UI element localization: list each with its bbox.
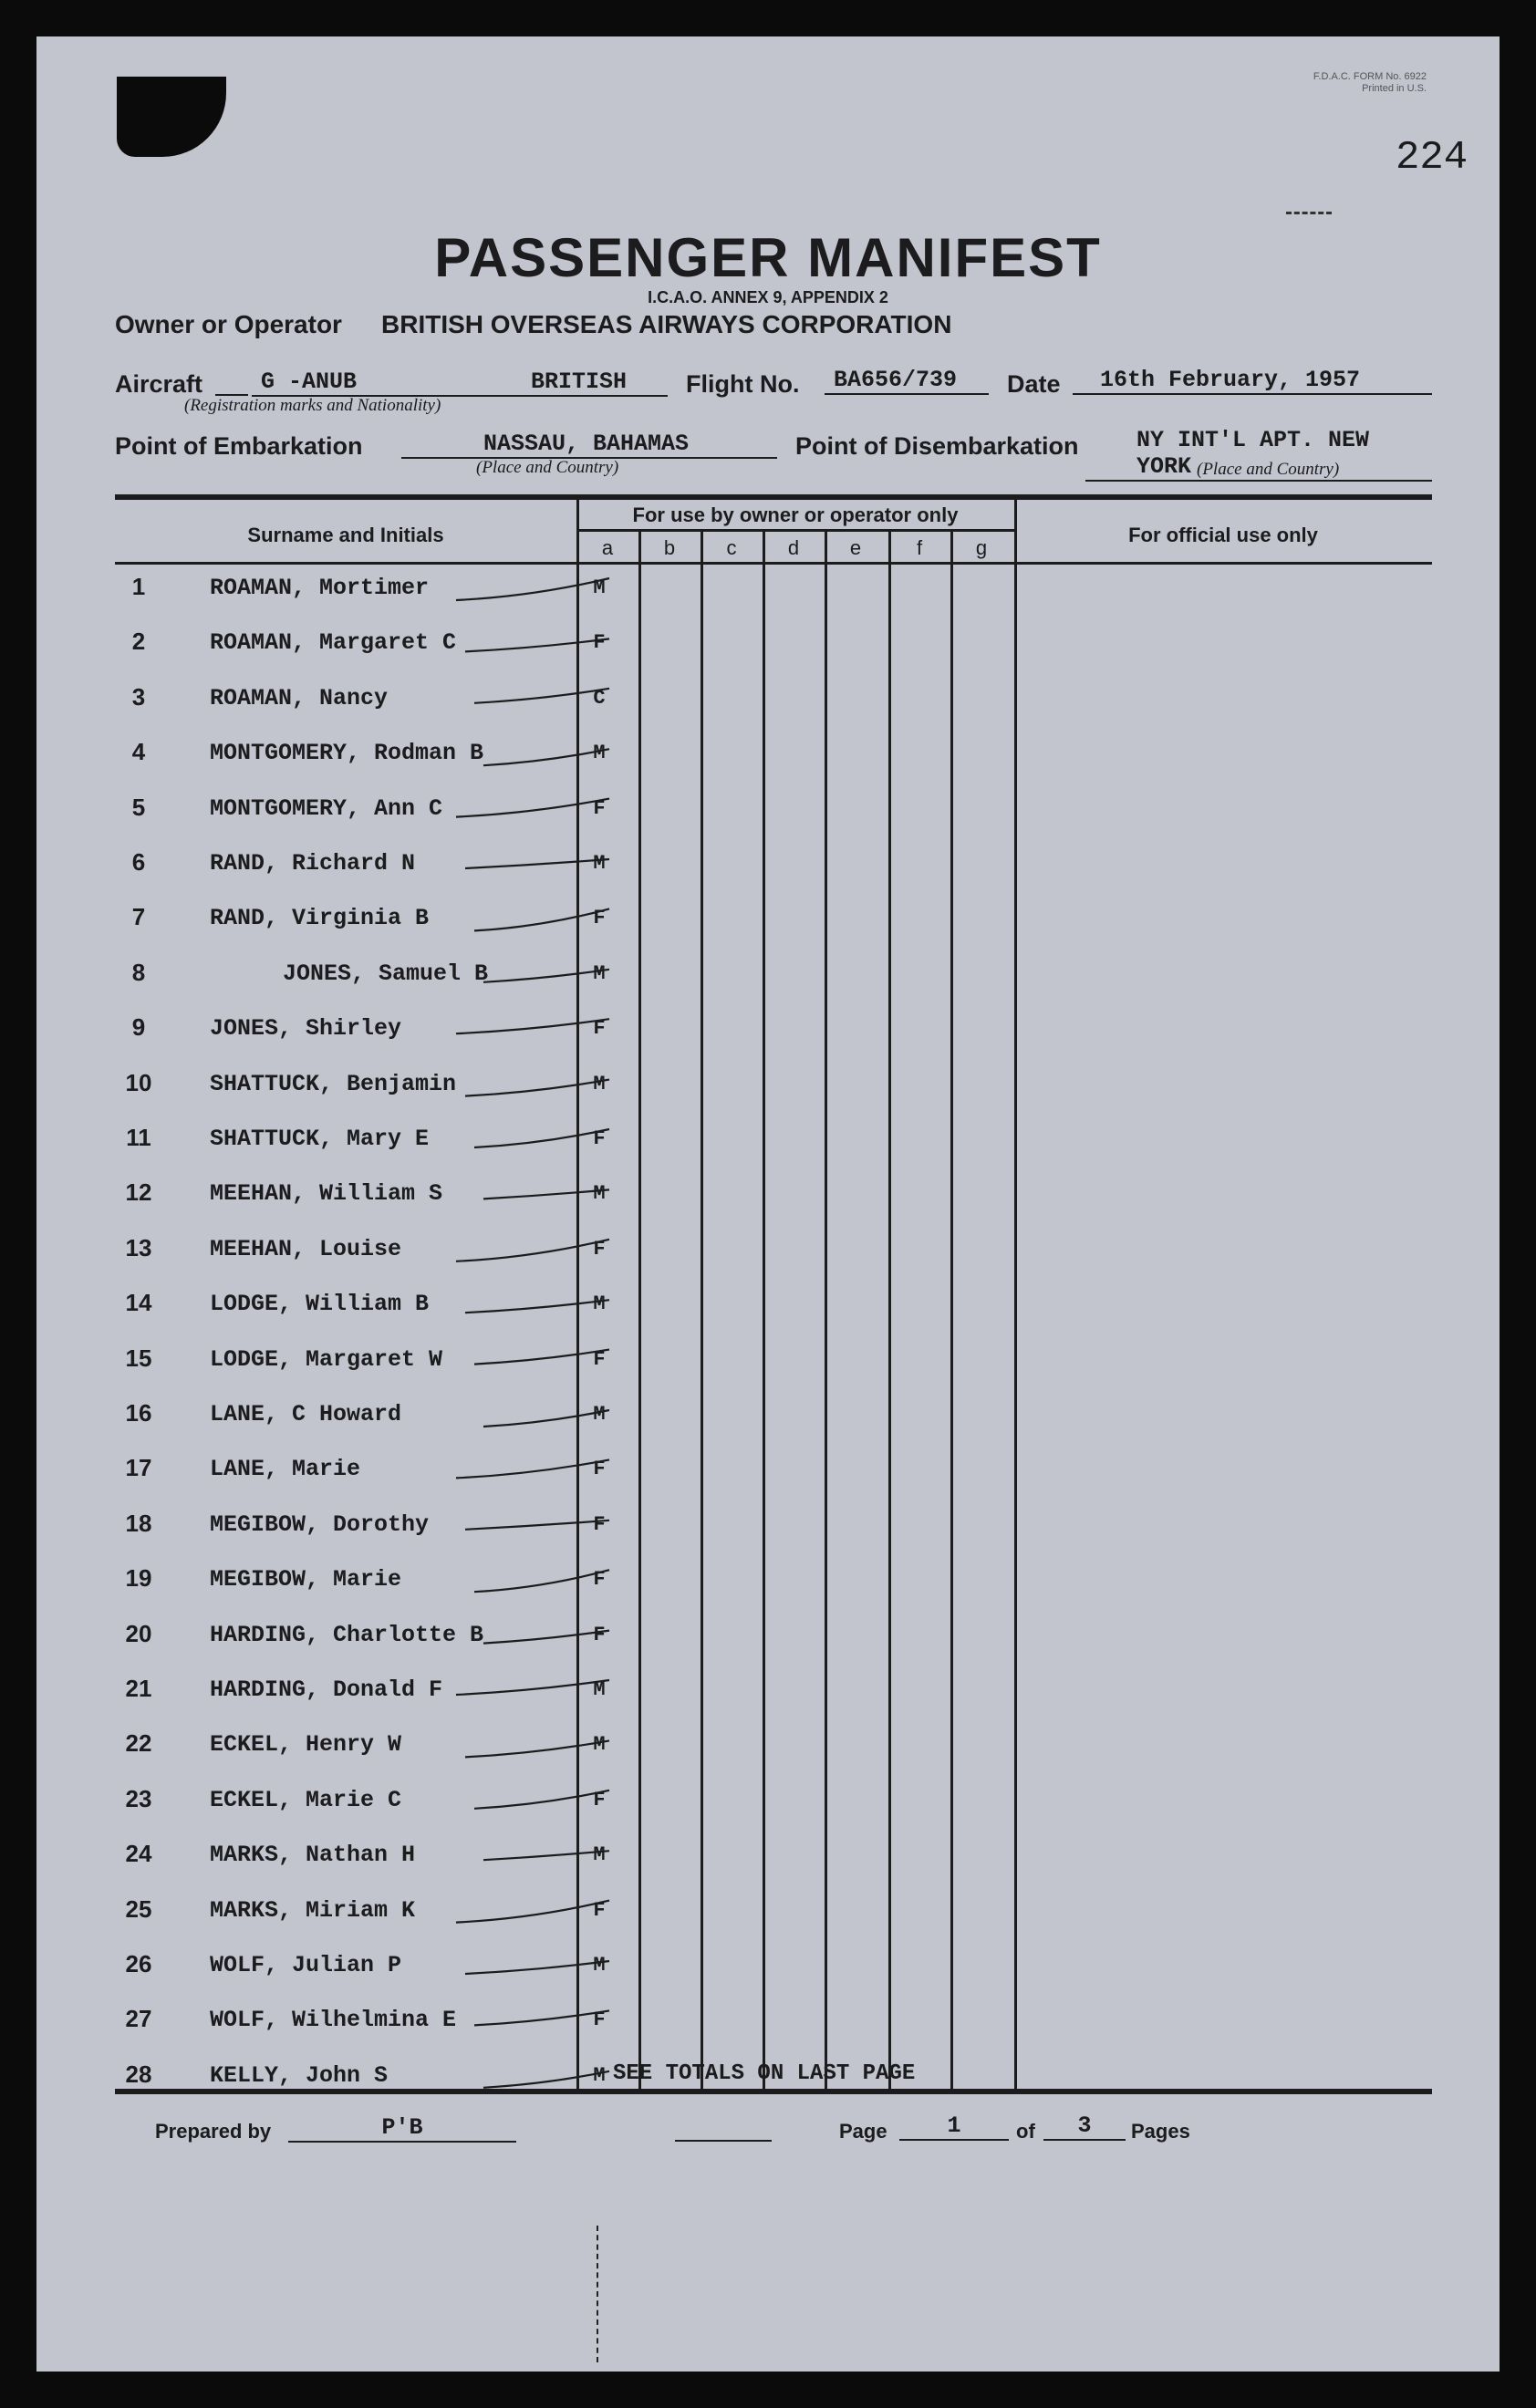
passenger-sex-code: F: [593, 1788, 606, 1811]
page-title: PASSENGER MANIFEST: [434, 227, 1102, 288]
passenger-name: ECKEL, Henry W: [210, 1731, 402, 1759]
passenger-row: [115, 1069, 680, 1105]
passenger-name: ROAMAN, Margaret C: [210, 629, 457, 657]
embarkation-note: (Place and Country): [476, 458, 619, 477]
col-header-official: For official use only: [1128, 524, 1318, 546]
decorative-dash: [1286, 212, 1332, 214]
passenger-name: LODGE, Margaret W: [210, 1345, 443, 1373]
passenger-name: LANE, Marie: [210, 1456, 361, 1483]
passenger-sex-code: F: [593, 2008, 606, 2032]
passenger-row: [115, 1785, 680, 1822]
passenger-name: RAND, Virginia B: [210, 905, 430, 932]
passenger-name: LANE, C Howard: [210, 1401, 402, 1427]
col-divider-e: [825, 529, 827, 2089]
passenger-number: 10: [125, 1068, 152, 1096]
sub-col-d: d: [787, 536, 800, 559]
passenger-row: [115, 1399, 680, 1436]
passenger-row: [115, 1840, 680, 1876]
passenger-number: 2: [131, 628, 146, 656]
passenger-sex-code: M: [593, 1292, 606, 1316]
passenger-number: 11: [126, 1124, 151, 1151]
embarkation-value: NASSAU, BAHAMAS: [401, 431, 777, 459]
passenger-name: JONES, Samuel B: [283, 960, 489, 987]
passenger-sex-code: M: [593, 576, 606, 599]
passenger-sex-code: C: [593, 686, 606, 710]
passenger-name: MARKS, Miriam K: [210, 1896, 416, 1924]
col-divider-c: [701, 529, 703, 2089]
passenger-name: MONTGOMERY, Ann C: [210, 794, 443, 822]
aircraft-registration: G -ANUB: [252, 368, 412, 397]
passenger-number: 20: [125, 1619, 152, 1647]
page-label: Page: [839, 2120, 887, 2143]
passenger-number: 9: [131, 1013, 146, 1042]
passenger-number: 21: [125, 1675, 152, 1702]
passenger-row: [115, 1013, 680, 1050]
passenger-number: 7: [131, 903, 146, 931]
passenger-row: [115, 683, 680, 720]
passenger-number: 16: [125, 1399, 152, 1427]
passenger-name: JONES, Shirley: [210, 1015, 402, 1043]
flight-label: Flight No.: [686, 370, 800, 398]
passenger-number: 26: [125, 1950, 152, 1977]
passenger-sex-code: M: [593, 1182, 606, 1206]
embarkation-label: Point of Embarkation: [115, 432, 363, 460]
passenger-row: [115, 1950, 680, 1987]
passenger-sex-code: M: [593, 1403, 606, 1426]
header-bottom-rule: [115, 562, 1432, 565]
passenger-sex-code: M: [593, 1843, 606, 1867]
torn-corner: [117, 77, 226, 157]
disembarkation-note: (Place and Country): [1197, 460, 1340, 479]
passenger-name: HARDING, Charlotte B: [210, 1621, 484, 1648]
passenger-row: [115, 2060, 680, 2097]
passenger-row: [115, 573, 680, 609]
passenger-row: [115, 1344, 680, 1381]
passenger-row: [115, 794, 680, 830]
passenger-name: WOLF, Julian P: [210, 1952, 402, 1978]
passenger-row: [115, 1675, 680, 1711]
stamped-page-number: 224: [1396, 135, 1469, 181]
col-header-owner-use: For use by owner or operator only: [632, 503, 959, 526]
owner-label: Owner or Operator: [115, 310, 342, 338]
passenger-number: 17: [125, 1454, 152, 1482]
fold-mark: [597, 2226, 598, 2362]
passenger-row: [115, 1454, 680, 1490]
passenger-row: [115, 1178, 680, 1215]
passenger-number: 28: [125, 2060, 152, 2088]
date-value: 16th February, 1957: [1073, 367, 1432, 395]
passenger-name: WOLF, Wilhelmina E: [210, 2007, 457, 2034]
col-divider-g: [950, 529, 953, 2089]
sub-col-e: e: [849, 536, 862, 559]
passenger-name: MEGIBOW, Marie: [210, 1566, 402, 1593]
prepared-by-value: P'B: [288, 2114, 516, 2143]
passenger-name: SHATTUCK, Benjamin: [210, 1070, 457, 1097]
prepared-by-extra-line: [675, 2140, 772, 2142]
sub-col-f: f: [916, 536, 923, 559]
subheader-rule: [576, 529, 1014, 532]
aircraft-label: Aircraft: [115, 370, 203, 398]
passenger-sex-code: M: [593, 852, 606, 875]
passenger-row: [115, 738, 680, 774]
passenger-name: MARKS, Nathan H: [210, 1842, 416, 1869]
passenger-sex-code: M: [593, 961, 606, 985]
passenger-sex-code: F: [593, 1347, 606, 1371]
passenger-name: ROAMAN, Mortimer: [210, 575, 430, 601]
col-divider-d: [763, 529, 765, 2089]
form-number-line-1: F.D.A.C. FORM No. 6922: [1313, 71, 1427, 82]
passenger-number: 12: [125, 1178, 152, 1207]
passenger-row: [115, 903, 680, 939]
passenger-row: [115, 1729, 680, 1766]
passenger-row: [115, 628, 680, 664]
passenger-number: 18: [125, 1509, 152, 1537]
passenger-name: LODGE, William B: [210, 1291, 430, 1318]
passenger-name: RAND, Richard N: [210, 850, 416, 877]
sub-col-b: b: [663, 536, 676, 559]
passenger-number: 5: [131, 793, 146, 821]
of-value: 3: [1043, 2112, 1126, 2141]
passenger-number: 13: [125, 1233, 152, 1261]
flight-value: BA656/739: [825, 367, 989, 395]
passenger-sex-code: F: [593, 1623, 606, 1646]
passenger-number: 4: [131, 738, 146, 766]
passenger-sex-code: F: [593, 796, 606, 820]
passenger-row: [115, 1620, 680, 1656]
manifest-page: [36, 36, 1500, 2372]
passenger-row: [115, 1124, 680, 1160]
passenger-sex-code: F: [593, 1127, 606, 1150]
passenger-name: ECKEL, Marie C: [210, 1786, 402, 1813]
passenger-row: [115, 1510, 680, 1546]
passenger-name: MONTGOMERY, Rodman B: [210, 740, 484, 767]
passenger-sex-code: F: [593, 1237, 606, 1261]
col-divider-f: [888, 529, 891, 2089]
passenger-number: 6: [131, 848, 146, 876]
owner-value: BRITISH OVERSEAS AIRWAYS CORPORATION: [381, 310, 952, 338]
form-number-line-2: Printed in U.S.: [1362, 83, 1427, 94]
aircraft-note: (Registration marks and Nationality): [184, 396, 441, 415]
passenger-sex-code: M: [593, 2063, 606, 2087]
passenger-sex-code: F: [593, 907, 606, 930]
form-number-note: [1244, 71, 1427, 95]
passenger-name: KELLY, John S: [210, 2061, 389, 2089]
passenger-number: 19: [125, 1564, 152, 1593]
passenger-row: [115, 2005, 680, 2041]
passenger-name: MEGIBOW, Dorothy: [210, 1510, 430, 1538]
passenger-number: 14: [125, 1289, 152, 1317]
col-header-surname: Surname and Initials: [247, 524, 444, 546]
passenger-number: 3: [131, 682, 146, 711]
disembarkation-label: Point of Disembarkation: [795, 432, 1079, 460]
passenger-sex-code: M: [593, 742, 606, 765]
passenger-number: 15: [125, 1344, 152, 1372]
passenger-sex-code: F: [593, 1568, 606, 1592]
prepared-by-label: Prepared by: [155, 2120, 272, 2143]
passenger-sex-code: M: [593, 1954, 606, 1977]
passenger-row: [115, 1234, 680, 1271]
passenger-sex-code: F: [593, 631, 606, 655]
passenger-number: 8: [131, 958, 146, 986]
see-totals-note: SEE TOTALS ON LAST PAGE: [613, 2061, 916, 2086]
pages-label: Pages: [1131, 2120, 1190, 2143]
col-divider-official: [1014, 500, 1017, 2089]
passenger-sex-code: F: [593, 1017, 606, 1041]
passenger-number: 23: [125, 1784, 152, 1812]
passenger-name: SHATTUCK, Mary E: [210, 1126, 430, 1152]
of-label: of: [1016, 2120, 1035, 2143]
passenger-number: 24: [125, 1840, 152, 1868]
passenger-name: MEEHAN, William S: [210, 1180, 443, 1208]
passenger-number: 27: [125, 2005, 152, 2033]
passenger-row: [115, 1289, 680, 1325]
passenger-row: [115, 959, 680, 995]
passenger-sex-code: M: [593, 1072, 606, 1095]
aircraft-nationality: BRITISH: [412, 368, 668, 397]
passenger-number: 1: [131, 573, 146, 600]
passenger-row: [115, 1895, 680, 1932]
passenger-number: 25: [125, 1894, 152, 1923]
passenger-name: MEEHAN, Louise: [210, 1235, 402, 1262]
passenger-sex-code: F: [593, 1512, 606, 1536]
passenger-sex-code: M: [593, 1733, 606, 1757]
passenger-sex-code: M: [593, 1678, 606, 1701]
page-subtitle: I.C.A.O. ANNEX 9, APPENDIX 2: [648, 288, 888, 306]
disembarkation-value: NY INT'L APT. NEW YORK: [1085, 427, 1432, 482]
passenger-sex-code: F: [593, 1898, 606, 1922]
passenger-name: ROAMAN, Nancy: [210, 684, 389, 711]
table-top-rule: [115, 494, 1432, 500]
date-label: Date: [1007, 370, 1061, 398]
sub-col-a: a: [601, 536, 614, 559]
passenger-sex-code: F: [593, 1458, 606, 1481]
page-value: 1: [899, 2112, 1009, 2141]
passenger-number: 22: [125, 1729, 152, 1758]
sub-col-c: c: [726, 536, 737, 559]
passenger-row: [115, 848, 680, 885]
passenger-row: [115, 1564, 680, 1601]
sub-col-g: g: [975, 536, 988, 559]
passenger-name: HARDING, Donald F: [210, 1676, 443, 1703]
